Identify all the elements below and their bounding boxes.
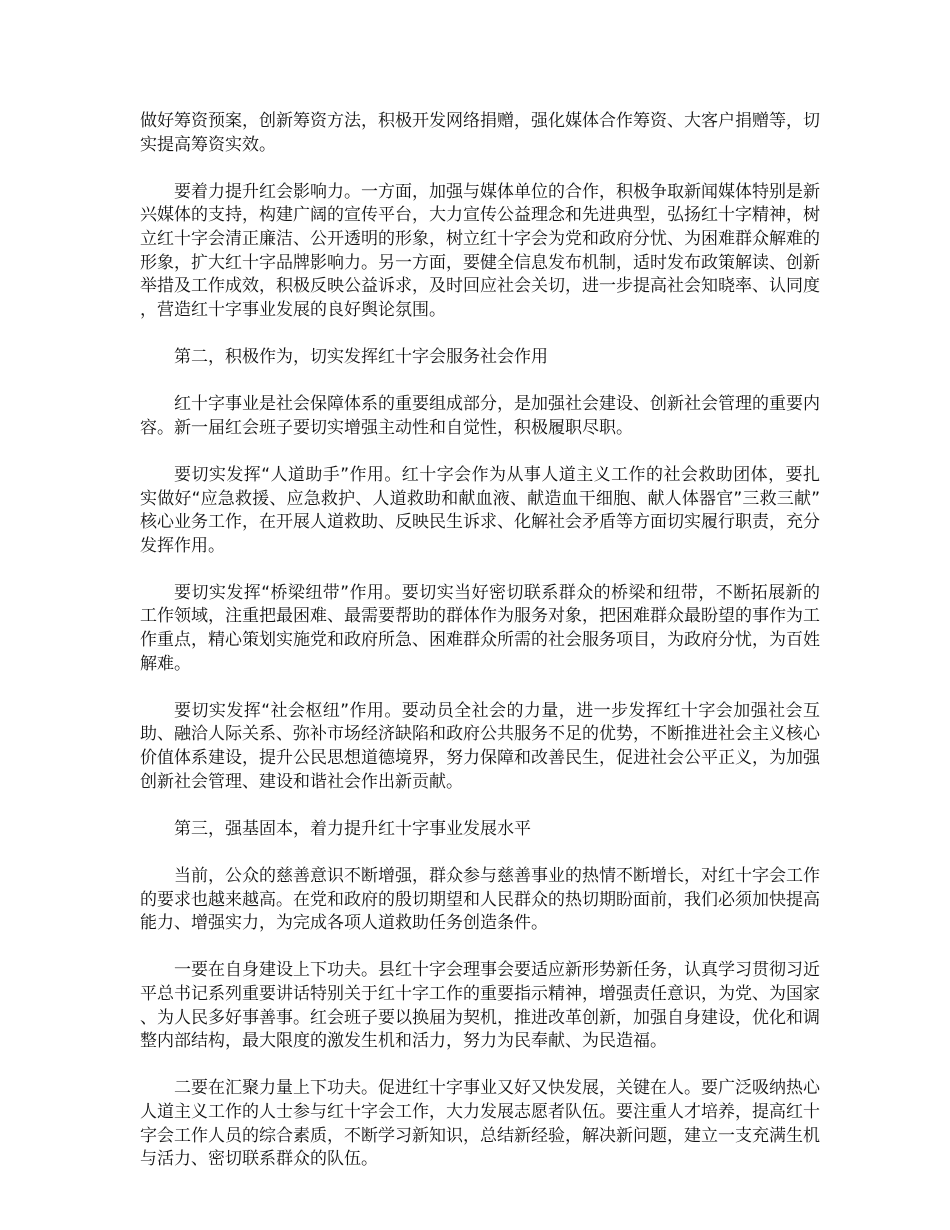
section-heading-2: 第二，积极作为，切实发挥红十字会服务社会作用 [174,346,548,367]
paragraph-11: 二要在汇聚力量上下功夫。促进红十字事业又好又快发展，关键在人。要广泛吸纳热心人道主义工作的人士参与红十字会工作，大力发展志愿者队伍。要注重人才培养，提高红十字会工作人员的综合素质，不断学习新知识，总结新经验，解决新问题，建立一支充满生机与活力、密切联系群众的队伍。 [140,1078,820,1170]
document-body [140,110,820,1195]
section-heading-3: 第三，强基固本，着力提升红十字事业发展水平 [174,818,531,839]
paragraph-10: 一要在自身建设上下功夫。县红十字会理事会要适应新形势新任务，认真学习贯彻习近平总书记系列重要讲话特别关于红十字工作的重要指示精神，增强责任意识，为党、为国家、为人民多好事善事。红会班子要以换届为契机，推进改革创新，加强自身建设，优化和调整内部结构，最大限度的激发生机和活力，努力为民奉献、为民造福。 [140,960,820,1052]
paragraph-1: 做好筹资预案，创新筹资方法，积极开发网络捐赠，强化媒体合作筹资、大客户捐赠等，切实提高筹资实效。 [140,111,820,155]
paragraph-6: 要切实发挥“桥梁纽带”作用。要切实当好密切联系群众的桥梁和纽带，不断拓展新的工作领域，注重把最困难、最需要帮助的群体作为服务对象，把困难群众最盼望的事作为工作重点，精心策划实施党和政府所急、困难群众所需的社会服务项目，为政府分忧，为百姓解难。 [140,582,820,674]
paragraph-4: 红十字事业是社会保障体系的重要组成部分，是加强社会建设、创新社会管理的重要内容。新一届红会班子要切实增强主动性和自觉性，积极履职尽职。 [140,394,820,438]
paragraph-7: 要切实发挥“社会枢纽”作用。要动员全社会的力量，进一步发挥红十字会加强社会互助、融洽人际关系、弥补市场经济缺陷和政府公共服务不足的优势，不断推进社会主义核心价值体系建设，提升公民思想道德境界，努力保障和改善民生，促进社会公平正义，为加强创新社会管理、建设和谐社会作出新贡献。 [140,700,820,792]
paragraph-9: 当前，公众的慈善意识不断增强，群众参与慈善事业的热情不断增长，对红十字会工作的要求也越来越高。在党和政府的殷切期望和人民群众的热切期盼面前，我们必须加快提高能力、增强实力，为完成各项人道救助任务创造条件。 [140,866,820,934]
paragraph-5: 要切实发挥“人道助手”作用。红十字会作为从事人道主义工作的社会救助团体，要扎实做好“应急救援、应急救护、人道救助和献血液、献造血干细胞、献人体器官”三救三献”核心业务工作，在开展人道救助、反映民生诉求、化解社会矛盾等方面切实履行职责，充分发挥作用。 [140,464,820,556]
paragraph-2: 要着力提升红会影响力。一方面，加强与媒体单位的合作，积极争取新闻媒体特别是新兴媒体的支持，构建广阔的宣传平台，大力宣传公益理念和先进典型，弘扬红十字精神，树立红十字会清正廉洁、公开透明的形象，树立红十字会为党和政府分忧、为困难群众解难的形象，扩大红十字品牌影响力。另一方面，要健全信息发布机制，适时发布政策解读、创新举措及工作成效，积极反映公益诉求，及时回应社会关切，进一步提高社会知晓率、认同度，营造红十字事业发展的良好舆论氛围。 [140,181,820,320]
